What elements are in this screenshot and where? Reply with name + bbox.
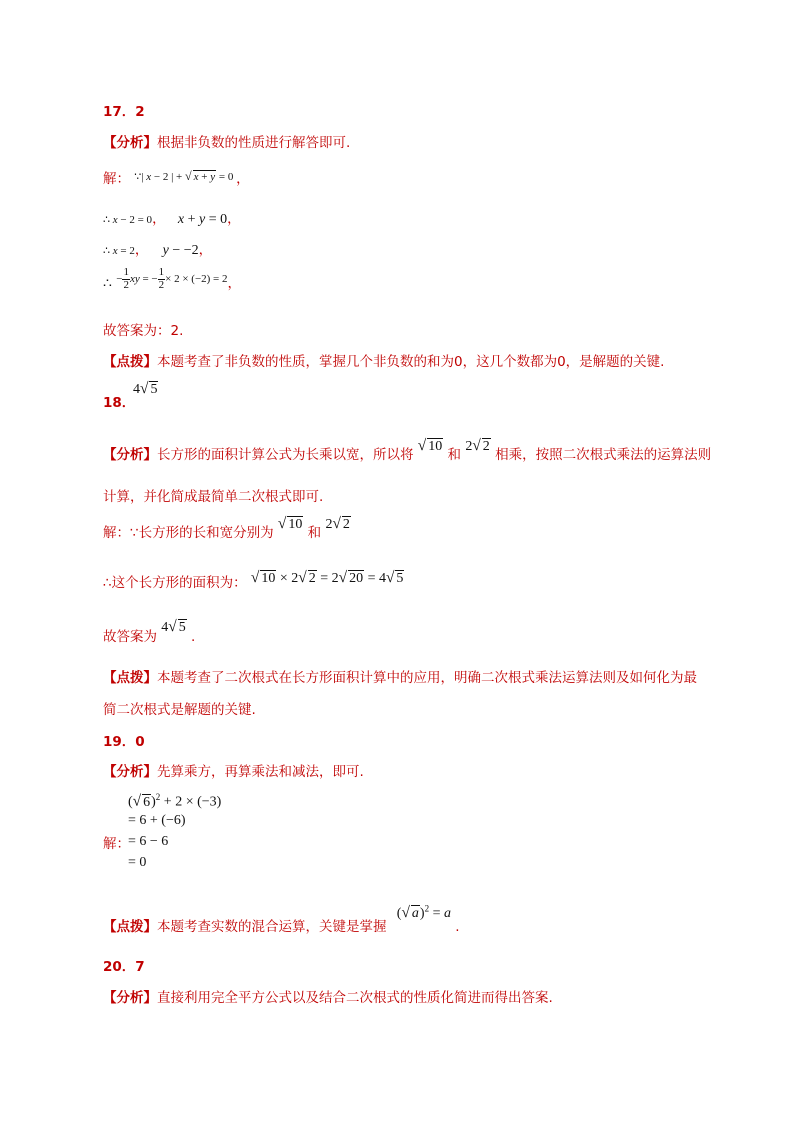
q20-number: 20．7: [103, 959, 145, 975]
period: .: [455, 919, 460, 935]
q18-analysis-2: 计算，并化简成最简单二次根式即可.: [103, 489, 324, 505]
hint-tag: 【点拨】: [103, 354, 157, 370]
analysis-tag: 【分析】: [103, 990, 157, 1006]
hint-tag: 【点拨】: [103, 919, 157, 935]
and: 和: [447, 447, 462, 463]
analysis-tag: 【分析】: [103, 764, 157, 780]
q17-hint: [103, 350, 664, 370]
q19-hint: [103, 903, 460, 936]
analysis-tag: 【分析】: [103, 447, 157, 463]
q17-analysis: [103, 131, 350, 151]
solution-label: 解：∵长方形的长和宽分别为: [103, 525, 274, 541]
q19-steps: [128, 792, 221, 876]
period: .: [191, 629, 196, 645]
q17-solution-line: [103, 167, 250, 187]
q17-answer: 故答案为：2.: [103, 323, 184, 339]
q20-analysis: [103, 986, 553, 1006]
analysis-text: 先算乘方，再算乘法和减法，即可.: [157, 764, 364, 780]
hint-text: 本题考查了非负数的性质，掌握几个非负数的和为0，这几个数都为0，是解题的关键.: [157, 354, 665, 370]
area-equation: √ 10 × 2√ 2 = 2√ 20 = 4√ 5: [250, 569, 404, 586]
q17-step-4: ∴ $^{- \frac{1}{2} xy = - \frac{1}{2} \times 2 \times (-2) = 2}$，: [103, 266, 242, 292]
analysis-text-1: 长方形的面积计算公式为长乘以宽，所以将: [157, 447, 414, 463]
analysis-tag: 【分析】: [103, 135, 157, 151]
analysis-text: 直接利用完全平方公式以及结合二次根式的性质化简进而得出答案.: [157, 990, 553, 1006]
q17-number: 17．2: [103, 104, 145, 120]
q19-analysis: [103, 760, 364, 780]
therefore-text: ∴这个长方形的面积为：: [103, 575, 247, 591]
q19-number: 19．0: [103, 734, 145, 750]
step-4: = 0: [128, 855, 147, 870]
hint-text: 本题考查实数的混合运算，关键是掌握: [157, 919, 387, 935]
hint-formula: (√ a)$^2$ = a: [396, 903, 451, 921]
q18-answer: 故答案为 4√ 5 .: [103, 618, 196, 645]
step-1: (√ 6)$^2$ + 2 × (−3): [128, 792, 222, 810]
q18-analysis-1: 【分析】长方形的面积计算公式为长乘以宽，所以将 √ 10 和 2√ 2 相乘，按照二次根式乘法的运算法则: [103, 437, 712, 463]
q19-solution-label: 解：: [103, 836, 130, 852]
analysis-text: 根据非负数的性质进行解答即可.: [157, 135, 351, 151]
q18-number-answer: 4√ 5: [133, 380, 158, 397]
hint-text-1: 本题考查了二次根式在长方形面积计算中的应用，明确二次根式乘法运算法则及如何化为最: [157, 670, 697, 686]
answer-label: 故答案为: [103, 629, 157, 645]
step-3: = 6 − 6: [128, 834, 169, 849]
q18-hint-2: 简二次根式是解题的关键.: [103, 702, 256, 718]
hint-tag: 【点拨】: [103, 670, 157, 686]
comma: ，: [236, 171, 250, 187]
and: 和: [307, 525, 322, 541]
q18-hint-1: [103, 666, 697, 686]
q17-step-3: ∴ x = 2， y − −2，: [103, 242, 213, 258]
solution-label: 解：: [103, 171, 130, 187]
q17-step-2: ∴ x − 2 = 0， x + y = 0，: [103, 211, 241, 227]
q18-solution: 解：∵长方形的长和宽分别为 √ 10 和 2√ 2: [103, 515, 350, 541]
q18-number: 18．: [103, 395, 136, 411]
analysis-text-2: 相乘，按照二次根式乘法的运算法则: [495, 447, 712, 463]
q18-area: [103, 571, 404, 592]
step-2: = 6 + (−6): [128, 813, 186, 828]
q17-equation-1: ∵| x − 2 | + √ x + y = 0: [134, 169, 237, 183]
